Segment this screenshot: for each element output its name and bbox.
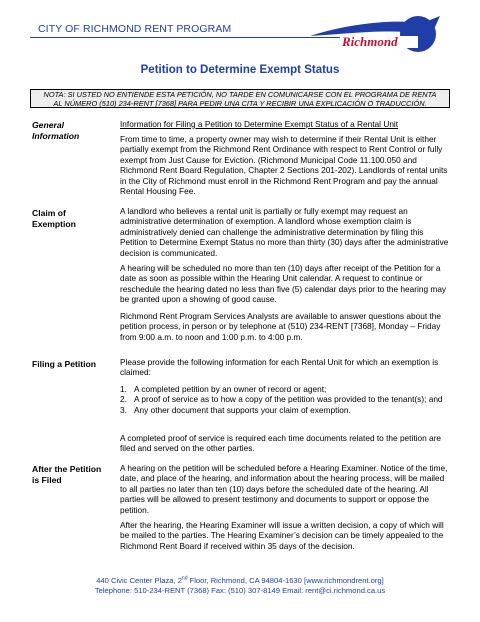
filing-petition-label: Filing a Petition — [32, 359, 96, 369]
claim-of-exemption-label: Claim of Exemption — [32, 208, 76, 229]
general-information-label: General Information — [32, 120, 80, 141]
filing-paragraph-2: A completed proof of service is required each time documents related to the petition are filed and served on the other parties. — [120, 433, 441, 454]
after-paragraph-1: A hearing on the petition will be scheduled before a Hearing Examiner. Notice of the time, date, and place of the hearing, and information about the hearing process, will be mailed to all parties no later than ten (10) days before the scheduled date of the hearing. All parties will be allowed to present testimony and documents to support or oppose the petition. — [120, 463, 448, 515]
claim-paragraph-3: Richmond Rent Program Services Analysts are available to answer questions about the petition process, in person or by telephone at (510) 234-RENT [7368], Monday – Friday from 9:00 a.m. to noon and 1:00 p.m. to 4:00 p.m. — [120, 311, 441, 342]
requirements-list — [120, 384, 452, 415]
notice-line-1: NOTA: SI USTED NO ENTIENDE ESTA PETICIÓN, NO TARDE EN COMUNICARSE CON EL PROGRAMA DE RENTA — [43, 90, 437, 99]
page-title: Petition to Determine Exempt Status — [140, 64, 340, 76]
program-name: CITY OF RICHMOND RENT PROGRAM — [38, 23, 232, 35]
claim-paragraph-2: A hearing will be scheduled no more than ten (10) days after receipt of the Petition for a date as soon as possible within the Hearing Unit calendar. A request to continue or reschedule the hearing dated no less than five (5) calendar days prior to the hearing may be granted upon a showing of good cause. — [120, 263, 447, 305]
claim-paragraph-1: A landlord who believes a rental unit is partially or fully exempt may request an administrative determination of exemption. A landlord whose exemption claim is administratively denied can challenge the administrative determination by filing this Petition to Determine Exempt Status no more than thirty (30) days after the administrative decision is communicated. — [120, 206, 449, 258]
spanish-notice-box — [30, 89, 450, 108]
after-paragraph-2: After the hearing, the Hearing Examiner will issue a written decision, a copy of which will be mailed to the parties. The Hearing Examiner’s decision can be timely appealed to the Richmond Rent Board if received within 35 days of the decision. — [120, 520, 444, 551]
logo-small-text: City of — [386, 30, 398, 35]
footer-contact: Telephone: 510-234-RENT (7368) Fax: (510) 307-8149 Email: rent@ci.richmond.ca.us — [94, 586, 386, 595]
richmond-logo — [300, 8, 450, 58]
general-paragraph: From time to time, a property owner may wish to determine if their Rental Unit is either partially exempt from the Richmond Rent Ordinance with respect to Rent Control or fully exempt from Just Cause for Eviction. (Richmond Municipal Code 11.100.050 and Richmond Rent Board Regulation, Chapter 2 Sections 201-202). Landlords of rental units in the City of Richmond must enroll in the Richmond Rent Program and pay the annual Rental Housing Fee. — [120, 134, 448, 197]
list-item: 2. A proof of service as to how a copy of the petition was provided to the tenant(s); and — [120, 394, 443, 405]
footer — [0, 576, 480, 596]
logo-name-text: Richmond — [342, 34, 398, 49]
footer-address: 440 Civic Center Plaza, 2nd Floor, Richmond, CA 94804-1630 [www.richmondrent.org] — [96, 575, 384, 585]
list-item: 3. Any other document that supports your claim of exemption. — [120, 404, 351, 415]
after-petition-label: After the Petition is Filed — [32, 464, 102, 485]
general-heading: Information for Filing a Petition to Determine Exempt Status of a Rental Unit — [120, 119, 399, 129]
filing-paragraph-1: Please provide the following information for each Rental Unit for which an exemption is claimed: — [120, 357, 439, 378]
notice-line-2: AL NÚMERO (510) 234-RENT [7368] PARA PEDIR UNA CITA Y RECIBIR UNA EXPLICACIÓN O TRADUCCIÓN. — [53, 98, 427, 108]
list-item: 1. A completed petition by an owner of record or agent; — [120, 384, 327, 394]
